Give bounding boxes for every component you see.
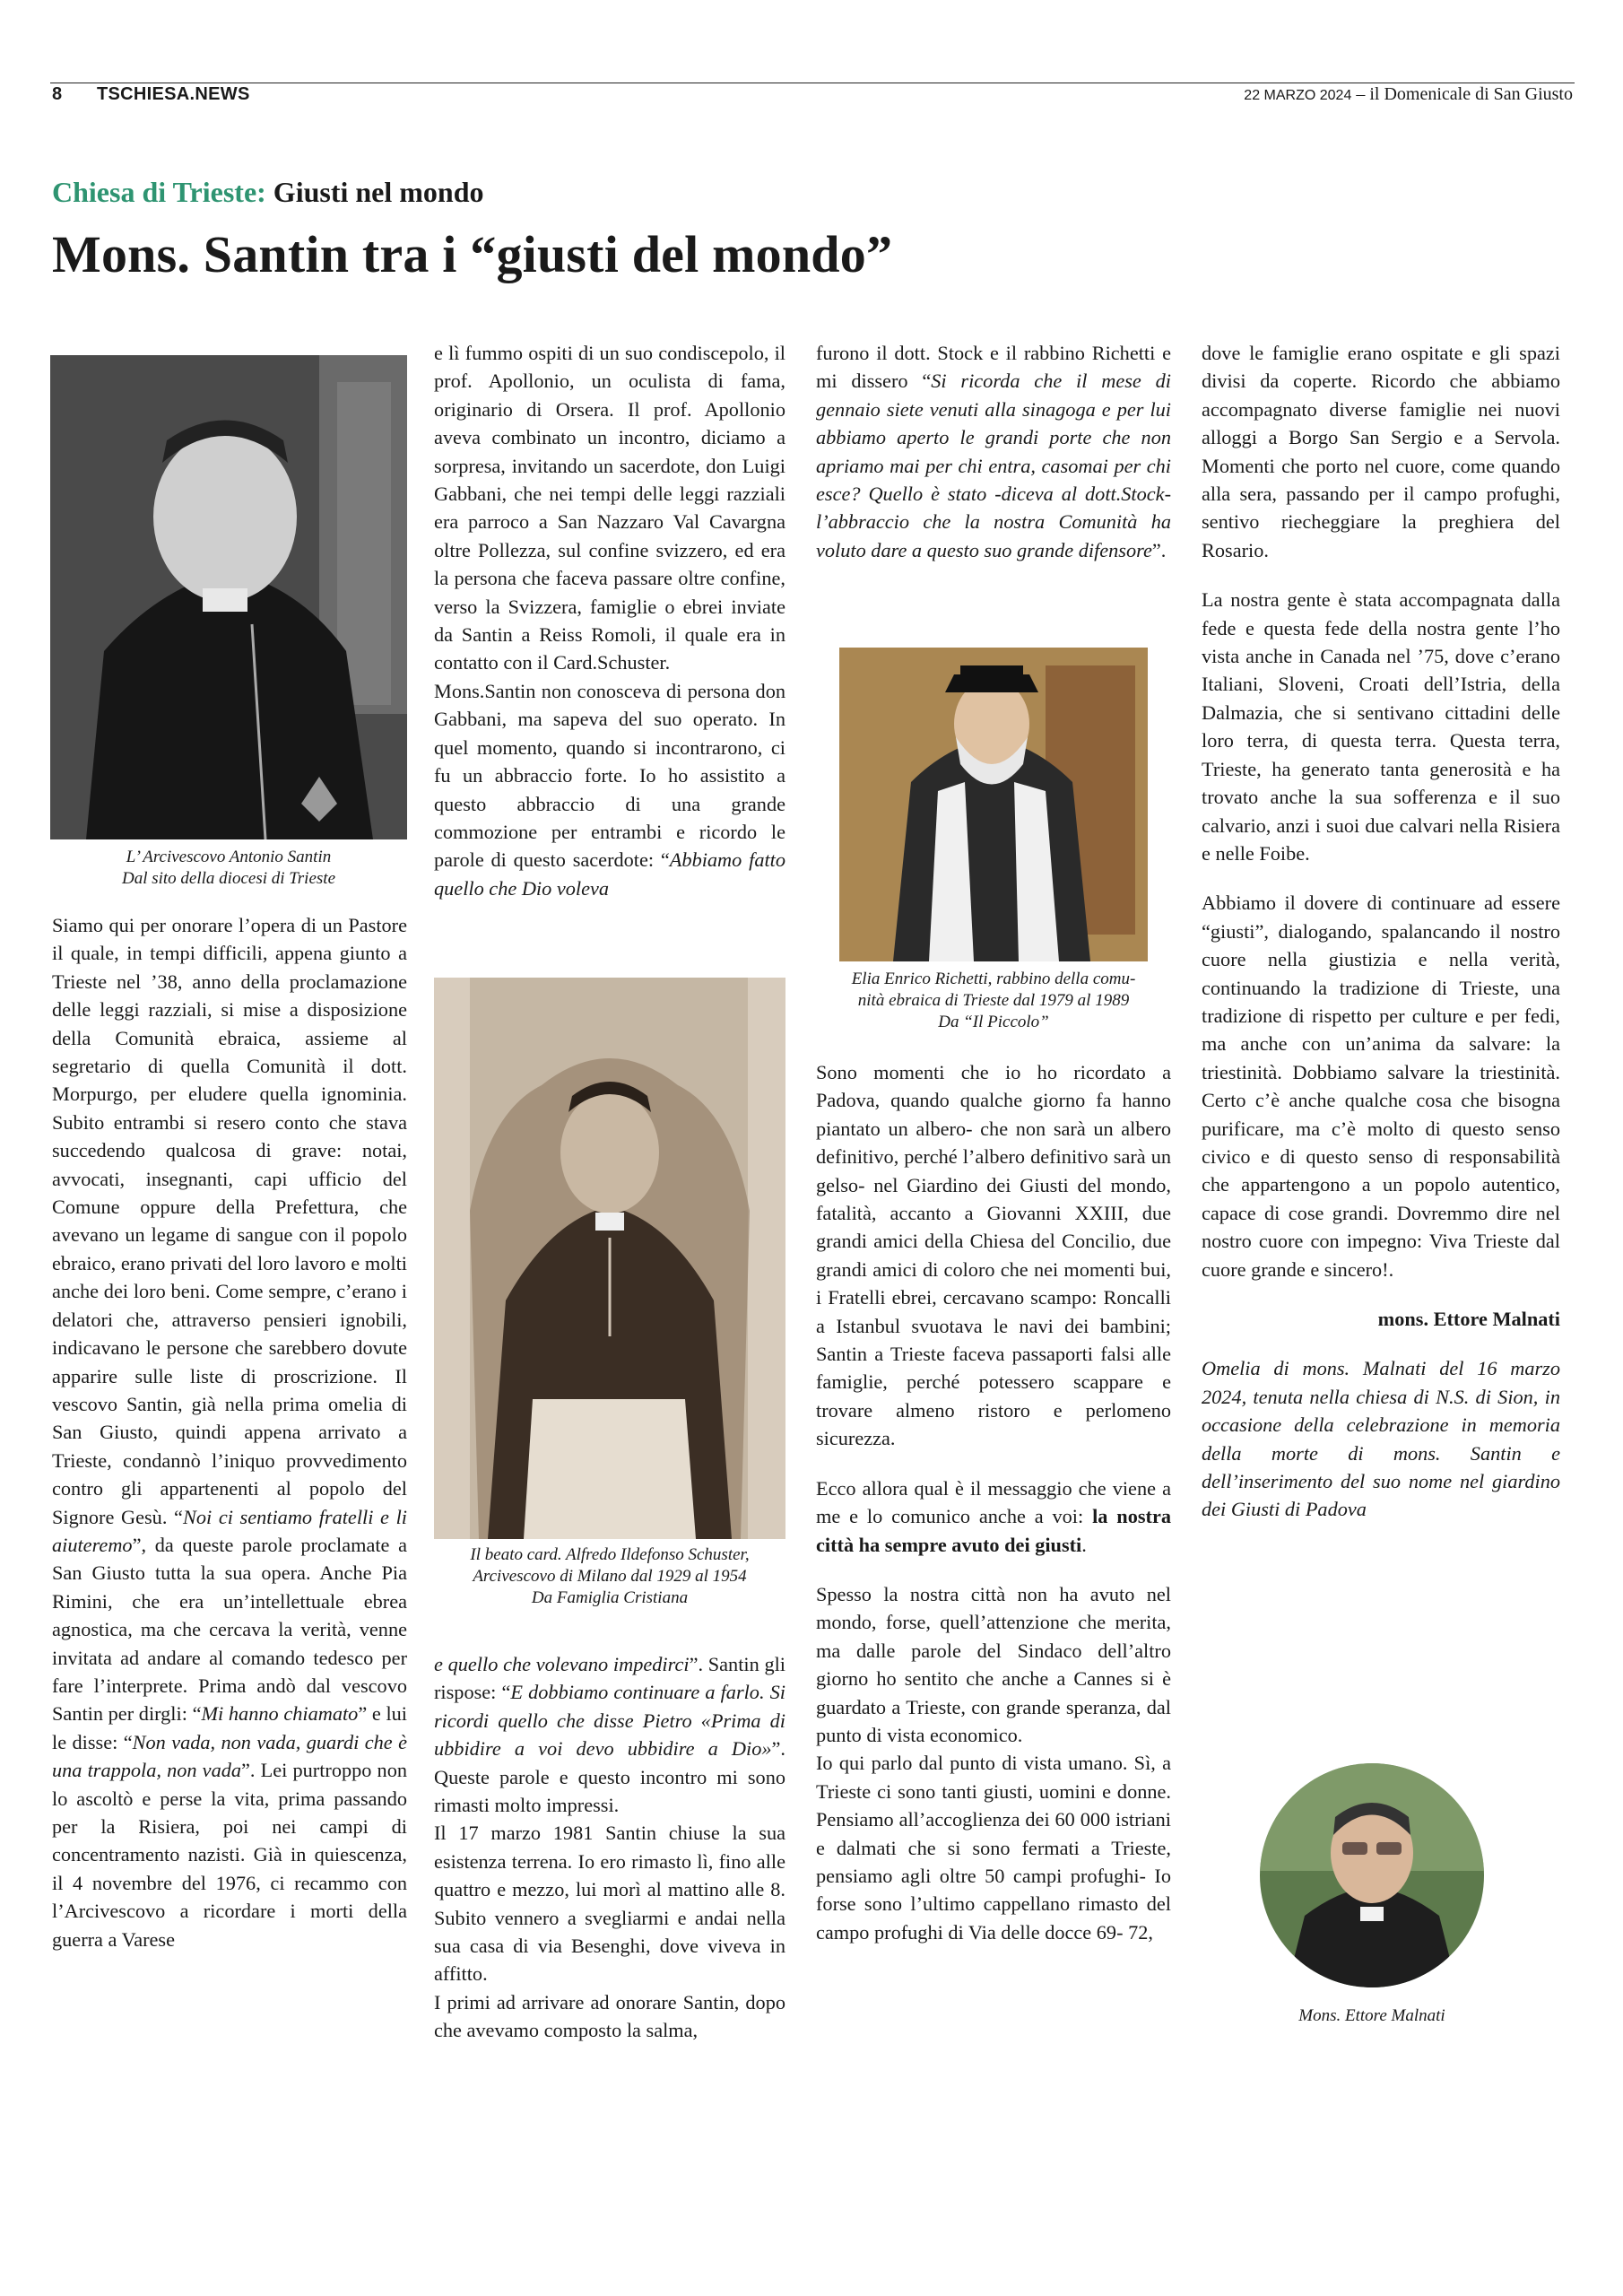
paragraph [434, 1650, 785, 1819]
malnati-caption: Mons. Ettore Malnati [1298, 2006, 1445, 2025]
column-4 [1202, 339, 1560, 1524]
paragraph: e lì fummo ospiti di un suo condiscepolo, il prof. Apollonio, un oculista di fama, originario di Orsera. Il prof. Apollonio aveva combinato un incontro, diciamo a sorpresa, invitando un sacerdote, don Luigi Gabbani, che nei tempi delle leggi razziali era parroco a San Nazzaro Val Cavargna oltre Pollezza, sul confine svizzero, ed era la persona che faceva passare oltre confine, verso la Svizzera, famiglie o ebrei inviate da Santin a Reiss Romoli, il quale era in contatto con il Card.Schuster. [434, 342, 785, 674]
santin-caption [50, 847, 407, 890]
quote: E dobbiamo continuare a farlo. Si ricordi quello che disse Pietro «Prima di ubbidire a voi devo ubbidire a Dio» [434, 1681, 785, 1761]
santin-photo [50, 355, 407, 839]
paragraph [816, 339, 1171, 564]
note-text: Omelia di mons. Malnati del 16 marzo 2024, tenuta nella chiesa di N.S. di Sion, in occasione della celebrazione in memoria della morte di mons. Santin e dell’inserimento del suo nome nel giardino dei Giusti di Padova [1202, 1357, 1560, 1521]
text-span: Mons.Santin non conosceva di persona don Gabbani, ma sapeva del suo operato. In quel momento, quando si incontrarono, ci fu un abbraccio forte. Io ho assistito a questo abbraccio di una grande commozione per entrambi e ricordo le parole di questo sacerdote: “ [434, 679, 785, 872]
schuster-caption-line2: Arcivescovo di Milano dal 1929 al 1954 [473, 1567, 747, 1586]
quote: Si ricorda che il mese di gennaio siete venuti alla sinagoga e per lui abbiamo aperto le grandi porte che non apriamo mai per chi entra, casomai per chi esce? Quello è stato -diceva al dott.Stock- l’abbraccio che la nostra Comunità ha voluto dare a questo suo grande difensore [816, 370, 1171, 561]
malnati-photo [1260, 1763, 1484, 1987]
richetti-caption-line1: Elia Enrico Richetti, rabbino della comu- [851, 970, 1136, 988]
paragraph: Io qui parlo dal punto di vista umano. Sì, a Trieste ci sono tanti giusti, uomini e donne. Pensiamo all’accoglienza dei 60 000 istriani e dalmati che si sono fermati a Trieste, pensiamo agli oltre 50 campi profughi- Io forse sono l’ultimo cappellano rimasto del campo profughi di Via delle docce 69- 72, [816, 1752, 1171, 1944]
page-number: 8 [52, 84, 63, 104]
schuster-photo [434, 978, 785, 1539]
text-span: Siamo qui per onorare l’opera di un Pastore il quale, in tempi difficili, appena giunto a Trieste nel ’38, anno della proclamazione delle leggi razziali, si mise a disposizione della Comunità ebraica, assieme al segretario di quella Comunità il dott. Morpurgo, per eludere quella ignominia. Subito entrambi si resero conto che stava succedendo qualcosa di grave: notai, avvocati, insegnanti, capi ufficio del Comune oppure della Prefettura, che avevano un legame di sangue con il popolo ebraico, erano privati del loro lavoro e molti anche dei loro beni. Come sempre, c’erano i delatori che, attraverso pensieri ignobili, indicavano le persone che sarebbero dovute apparire sulle liste di proscrizione. Il vescovo Santin, già nella prima omelia di San Giusto, quindi appena arrivato a Trieste, condannò l’iniquo provvedimento contro gli appartenenti al popolo del Signore Gesù. “ [52, 914, 407, 1528]
santin-caption-line1: L’ Arcivescovo Antonio Santin [126, 848, 332, 866]
richetti-caption-line3: Da “Il Piccolo” [938, 1013, 1049, 1031]
schuster-caption-line1: Il beato card. Alfredo Ildefonso Schuster, [470, 1545, 750, 1564]
paragraph: Spesso la nostra città non ha avuto nel mondo, forse, quell’attenzione che merita, ma dalle parole del Sindaco dell’altro giorno ho sentito che anche a Cannes si è guardato a Trieste, con grande speranza, dal punto di vista economico. [816, 1582, 1171, 1746]
headline: Mons. Santin tra i “giusti del mondo” [52, 225, 893, 283]
dateline [1244, 84, 1573, 105]
homily-note [1202, 1354, 1560, 1523]
text-span: ”. [1151, 538, 1167, 561]
richetti-caption-line2: nità ebraica di Trieste dal 1979 al 1989 [857, 991, 1130, 1010]
paragraph [816, 1474, 1171, 1559]
text-span: ”. Lei purtroppo non lo ascoltò e perse la vita, prima passando per la Risiera, poi nei campi di concentramento nazisti. Già in quiescenza, il 4 novembre del 1976, ci recammo con l’Arcivescovo a ricordare i morti della guerra a Varese [52, 1759, 407, 1951]
section-label: Chiesa di Trieste: [52, 176, 266, 208]
santin-caption-line2: Dal sito della diocesi di Trieste [121, 869, 336, 888]
paragraph: Sono momenti che io ho ricordato a Padova, quando qualche giorno fa hanno piantato un albero- che non sarà un albero definitivo, perché l’albero definitivo sarà un gelso- nel Giardino dei Giusti del mondo, fatalità, accanto a Giovanni XXIII, due grandi amici della Chiesa del Concilio, due grandi amici di coloro che nei momenti bui, i Fratelli ebrei, cercavano scampo: Roncalli a Istanbul svuotava le navi dei bambini; Santin a Trieste faceva passaporti falsi alle famiglie, perché potessero scappare e trovare almeno ristoro e perlomeno sicurezza. [816, 1061, 1171, 1450]
text-span: ” e lui le disse: “ [52, 1702, 407, 1753]
schuster-caption-line3: Da Famiglia Cristiana [531, 1588, 689, 1607]
bold-text: la nostra città ha sempre avuto dei giusti [816, 1505, 1171, 1556]
column-2-bottom [434, 1650, 785, 2045]
paragraph: La nostra gente è stata accompagnata dalla fede e questa fede della nostra gente l’ho vista anche in Canada nel ’75, dove c’erano Italiani, Sloveni, Croati dell’Istria, della Dalmazia, che si sentivano cittadini delle loro terra, di questa terra. Questa terra, Trieste, ha generato tanta generosità e ha trovato anche la sua sofferenza e il suo calvario, anzi i suoi due calvari nella Risiera e nelle Foibe. [1202, 588, 1560, 865]
text-span: ”, da queste parole proclamate a San Giusto tutta la sua opera. Anche Pia Rimini, che era un’intellettuale ebrea agnostica, ma che cercava la verità, venne invitata ad andare al comando tedesco per fare l’interprete. Prima andò dal vescovo Santin per dirgli: “ [52, 1533, 407, 1726]
paragraph: dove le famiglie erano ospitate e gli spazi divisi da coperte. Ricordo che abbiamo accompagnato diverse famiglie nei nuovi alloggi a Borgo San Sergio e a Servola. Momenti che porto nel cuore, come quando alla sera, passando per il campo profughi, sentivo riecheggiare la preghiera del Rosario. [1202, 342, 1560, 561]
text-span: ”. Queste parole e questo incontro mi sono rimasti molto impressi. [434, 1737, 785, 1817]
schuster-caption [434, 1544, 785, 1609]
quote: Abbiamo fatto quello che Dio voleva [434, 848, 786, 900]
signature: mons. Ettore Malnati [1377, 1308, 1560, 1330]
paragraph [434, 677, 785, 902]
kicker [52, 176, 484, 209]
publication-name: – il Domenicale di San Giusto [1351, 84, 1573, 104]
text-span: . [1081, 1533, 1087, 1556]
paragraph [52, 911, 407, 1953]
topic-label: Giusti nel mondo [265, 176, 484, 208]
text-span: furono il dott. Stock e il rabbino Richetti e mi dissero “ [816, 342, 1171, 393]
column-2-top [434, 339, 785, 902]
site-name[interactable]: TSCHIESA.NEWS [97, 84, 250, 104]
column-3-top [816, 339, 1171, 564]
quote: Noi ci sentiamo fratelli e li aiuteremo [52, 1505, 407, 1556]
paragraph: Abbiamo il dovere di continuare ad essere “giusti”, dialogando, spalancando il nostro cuore nella giustizia e nella verità, continuando la tradizione di Trieste, una tradizione di rispetto per culture e per fedi, ma anche con un’anima da salvare: la triestinità. Dobbiamo salvare la triestinità. Certo c’è anche qualche cosa che bisogna purificare, ma c’è molto di questo senso civico e di questo senso di responsabilità che appartengono a un popolo autentico, capace di cose grandi. Dovremmo dire nel nostro cuore con impegno: Viva Trieste dal cuore grande e sincero!. [1202, 891, 1560, 1281]
text-span: ”. Santin gli rispose: “ [434, 1653, 785, 1704]
paragraph: Il 17 marzo 1981 Santin chiuse la sua esistenza terrena. Io ero rimasto lì, fino alle quattro e mezzo, lui morì al mattino alle 8. Subito vennero a svegliarmi e andai nella sua casa di via Besenghi, dove viveva in affitto. [434, 1822, 785, 1986]
quote: Mi hanno chiamato [201, 1702, 359, 1726]
column-3-bottom [816, 1058, 1171, 1946]
paragraph: I primi ad arrivare ad onorare Santin, dopo che avevamo composto la salma, [434, 1990, 785, 2042]
richetti-caption [816, 969, 1171, 1033]
quote: Non vada, non vada, guardi che è una trappola, non vada [52, 1730, 407, 1782]
richetti-photo [839, 648, 1148, 961]
column-1 [52, 911, 407, 1953]
issue-date: 22 MARZO 2024 [1244, 88, 1352, 103]
text-span: Ecco allora qual è il messaggio che viene a me e lo comunico anche a voi: [816, 1476, 1171, 1528]
quote: e quello che volevano impedirci [434, 1653, 690, 1675]
